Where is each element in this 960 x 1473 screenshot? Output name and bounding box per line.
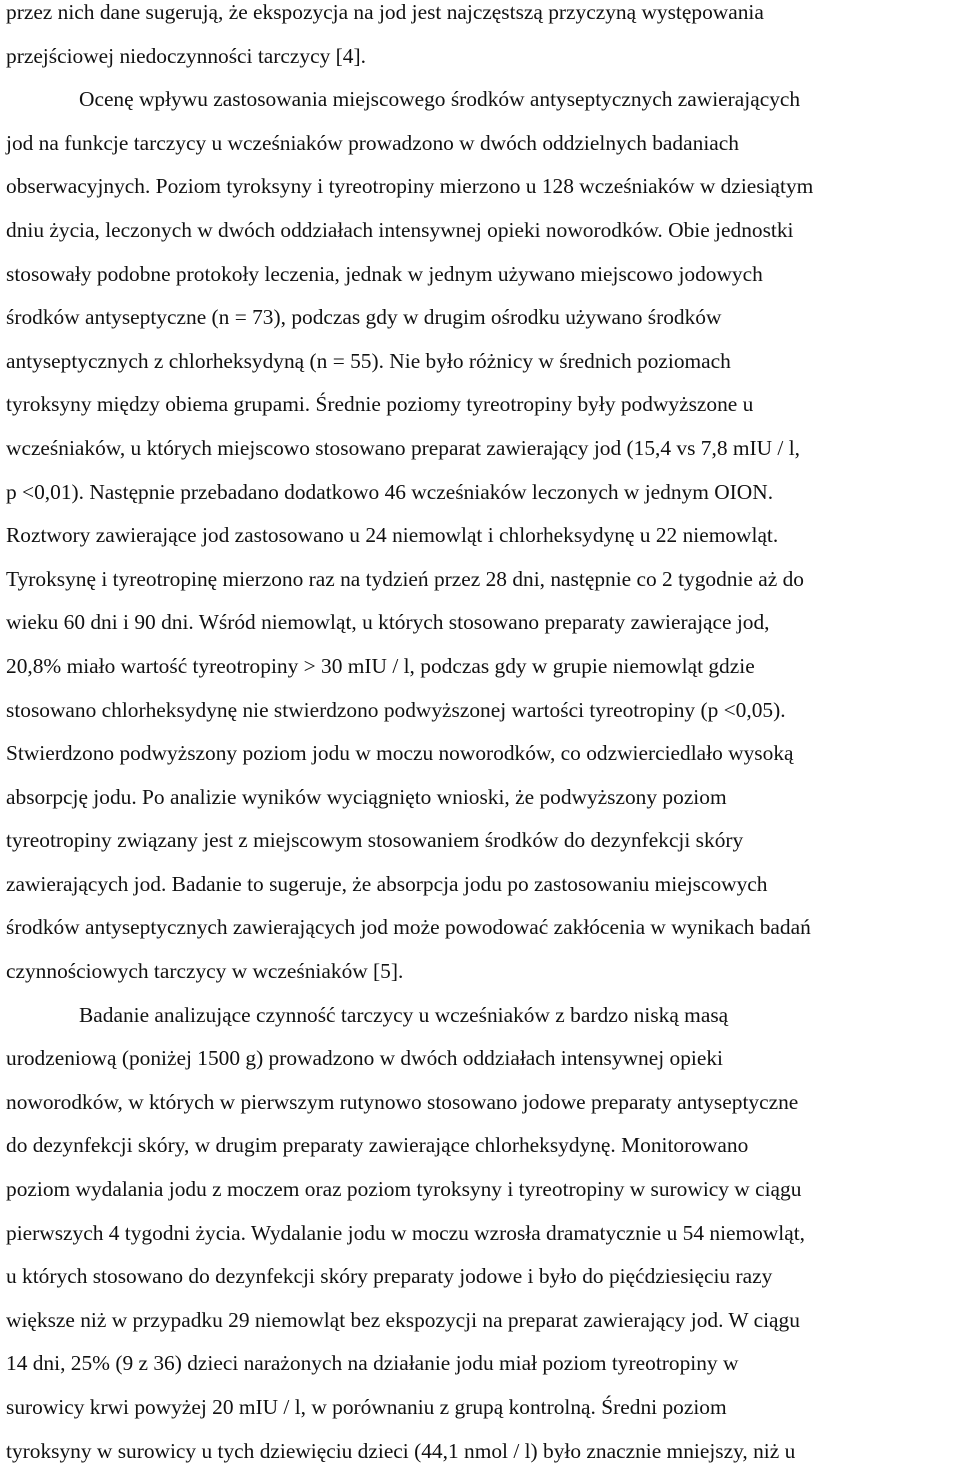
text-line: środków antyseptyczne (n = 73), podczas gdy w drugim ośrodku używano środków xyxy=(6,305,722,330)
text-line: do dezynfekcji skóry, w drugim preparaty zawierające chlorheksydynę. Monitorowano xyxy=(6,1133,749,1158)
text-line: przejściowej niedoczynności tarczycy [4]. xyxy=(6,43,366,68)
text-line: jod na funkcje tarczycy u wcześniaków prowadzono w dwóch oddzielnych badaniach xyxy=(6,130,739,155)
text-line: 20,8% miało wartość tyreotropiny > 30 mIU / l, podczas gdy w grupie niemowląt gdzie xyxy=(6,653,755,678)
text-line: u których stosowano do dezynfekcji skóry preparaty jodowe i było do pięćdziesięciu razy xyxy=(6,1264,773,1289)
text-line: poziom wydalania jodu z moczem oraz poziom tyroksyny i tyreotropiny w surowicy w ciągu xyxy=(6,1177,802,1202)
text-line: noworodków, w których w pierwszym rutynowo stosowano jodowe preparaty antyseptyczne xyxy=(6,1089,799,1114)
text-line: antyseptycznych z chlorheksydyną (n = 55). Nie było różnicy w średnich poziomach xyxy=(6,348,731,373)
text-line: obserwacyjnych. Poziom tyroksyny i tyreotropiny mierzono u 128 wcześniaków w dziesiątym xyxy=(6,174,814,199)
text-line: urodzeniową (poniżej 1500 g) prowadzono w dwóch oddziałach intensywnej opieki xyxy=(6,1046,723,1071)
text-line: środków antyseptycznych zawierających jod może powodować zakłócenia w wynikach badań xyxy=(6,915,811,940)
text-line: stosowano chlorheksydynę nie stwierdzono podwyższonej wartości tyreotropiny (p <0,05). xyxy=(6,697,786,722)
text-line: Roztwory zawierające jod zastosowano u 24 niemowląt i chlorheksydynę u 22 niemowląt. xyxy=(6,523,779,548)
text-line: Stwierdzono podwyższony poziom jodu w moczu noworodków, co odzwierciedlało wysoką xyxy=(6,741,794,766)
text-line: p <0,01). Następnie przebadano dodatkowo 46 wcześniaków leczonych w jednym OION. xyxy=(6,479,774,504)
text-line: tyreotropiny związany jest z miejscowym stosowaniem środków do dezynfekcji skóry xyxy=(6,828,744,853)
text-line: surowicy krwi powyżej 20 mIU / l, w porównaniu z grupą kontrolną. Średni poziom xyxy=(6,1395,727,1419)
text-line: tyroksyny między obiema grupami. Średnie poziomy tyreotropiny były podwyższone u xyxy=(6,392,754,417)
text-line: stosowały podobne protokoły leczenia, jednak w jednym używano miejscowo jodowych xyxy=(6,261,763,286)
text-line: pierwszych 4 tygodni życia. Wydalanie jodu w moczu wzrosła dramatycznie u 54 niemowląt, xyxy=(6,1220,806,1245)
paragraph-first-line: Ocenę wpływu zastosowania miejscowego środków antyseptycznych zawierających xyxy=(79,87,801,112)
text-line: zawierających jod. Badanie to sugeruje, że absorpcja jodu po zastosowaniu miejscowych xyxy=(6,871,768,896)
text-line: wcześniaków, u których miejscowo stosowano preparat zawierający jod (15,4 vs 7,8 mIU / l, xyxy=(6,435,801,460)
text-line: wieku 60 dni i 90 dni. Wśród niemowląt, u których stosowano preparaty zawierające jod, xyxy=(6,610,770,635)
paragraph-first-line: Badanie analizujące czynność tarczycy u wcześniaków z bardzo niską masą xyxy=(79,1002,729,1027)
text-line: większe niż w przypadku 29 niemowląt bez ekspozycji na preparat zawierający jod. W ciągu xyxy=(6,1307,800,1332)
text-line: tyroksyny w surowicy u tych dziewięciu dzieci (44,1 nmol / l) było znacznie mniejszy, niż u xyxy=(6,1438,796,1463)
text-line: przez nich dane sugerują, że ekspozycja na jod jest najczęstszą przyczyną występowania xyxy=(6,0,764,24)
text-line: absorpcję jodu. Po analizie wyników wyciągnięto wnioski, że podwyższony poziom xyxy=(6,784,727,809)
text-line: Tyroksynę i tyreotropinę mierzono raz na tydzień przez 28 dni, następnie co 2 tygodnie aż do xyxy=(6,566,805,591)
text-line: czynnościowych tarczycy w wcześniaków [5]. xyxy=(6,959,404,984)
text-line: 14 dni, 25% (9 z 36) dzieci narażonych na działanie jodu miał poziom tyreotropiny w xyxy=(6,1351,739,1376)
text-line: dniu życia, leczonych w dwóch oddziałach intensywnej opieki noworodków. Obie jednostki xyxy=(6,217,794,242)
